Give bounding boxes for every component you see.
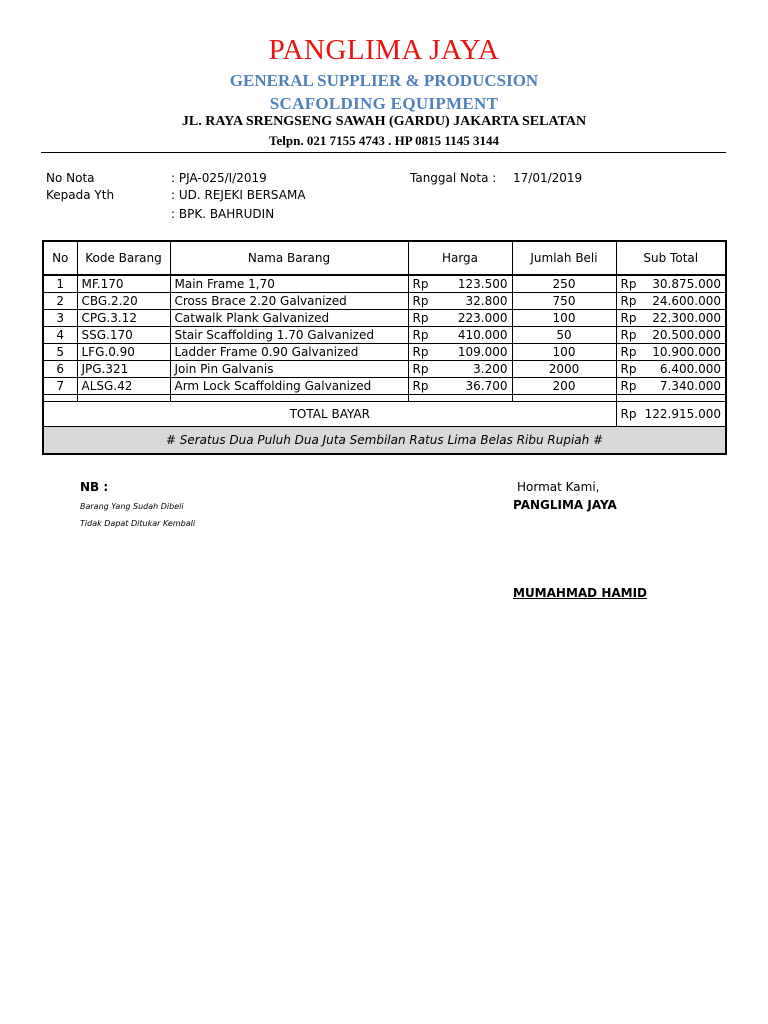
- cell-subtotal: [616, 378, 726, 395]
- signature-greeting: Hormat Kami,: [517, 480, 600, 494]
- no-nota-label: No Nota: [46, 171, 95, 185]
- column-header-no: No: [43, 241, 77, 275]
- cell-jumlah: 200: [512, 378, 616, 395]
- currency-label: Rp: [412, 345, 429, 359]
- cell-harga: [408, 344, 512, 361]
- no-nota-value: : PJA-025/I/2019: [171, 171, 267, 185]
- harga-value: 123.500: [457, 277, 508, 291]
- column-header-jumlah: Jumlah Beli: [512, 241, 616, 275]
- subtotal-value: 24.600.000: [652, 294, 721, 308]
- column-header-kode: Kode Barang: [77, 241, 170, 275]
- cell-harga: [408, 293, 512, 310]
- subtotal-value: 6.400.000: [659, 362, 721, 376]
- subtotal-value: 7.340.000: [659, 379, 721, 393]
- cell-no: 3: [43, 310, 77, 327]
- harga-value: 410.000: [457, 328, 508, 342]
- kepada-recipient-person: : BPK. BAHRUDIN: [171, 207, 275, 221]
- subtotal-value: 22.300.000: [652, 311, 721, 325]
- currency-label: Rp: [412, 277, 429, 291]
- cell-no: 6: [43, 361, 77, 378]
- signature-name: MUMAHMAD HAMID: [513, 586, 648, 600]
- cell-kode: ALSG.42: [77, 378, 170, 395]
- table-row: [43, 361, 726, 378]
- total-amount: 122.915.000: [644, 407, 721, 421]
- cell-harga: [408, 275, 512, 293]
- header-divider: [41, 152, 726, 153]
- cell-no: 5: [43, 344, 77, 361]
- total-row: [43, 402, 726, 427]
- column-header-subtotal: Sub Total: [616, 241, 726, 275]
- currency-label: Rp: [620, 277, 637, 291]
- cell-nama: Cross Brace 2.20 Galvanized: [170, 293, 408, 310]
- currency-label: Rp: [412, 362, 429, 376]
- cell-kode: MF.170: [77, 275, 170, 293]
- cell-no: 4: [43, 327, 77, 344]
- cell-kode: CBG.2.20: [77, 293, 170, 310]
- cell-nama: Stair Scaffolding 1.70 Galvanized: [170, 327, 408, 344]
- table-row: [43, 310, 726, 327]
- kepada-label: Kepada Yth: [46, 188, 115, 202]
- table-header-row: [43, 241, 726, 275]
- nb-label: NB :: [80, 480, 109, 494]
- nb-note-line-2: Tidak Dapat Ditukar Kembali: [80, 519, 196, 528]
- cell-no: 2: [43, 293, 77, 310]
- currency-label: Rp: [412, 328, 429, 342]
- cell-subtotal: [616, 310, 726, 327]
- currency-label: Rp: [620, 379, 637, 393]
- currency-label: Rp: [620, 345, 637, 359]
- cell-nama: Catwalk Plank Galvanized: [170, 310, 408, 327]
- harga-value: 223.000: [457, 311, 508, 325]
- harga-value: 3.200: [473, 362, 508, 376]
- currency-label: Rp: [620, 294, 637, 308]
- cell-subtotal: [616, 361, 726, 378]
- currency-label: Rp: [412, 311, 429, 325]
- cell-kode: LFG.0.90: [77, 344, 170, 361]
- cell-kode: SSG.170: [77, 327, 170, 344]
- table-row: [43, 327, 726, 344]
- cell-kode: JPG.321: [77, 361, 170, 378]
- table-spacer-row: [43, 395, 726, 402]
- cell-jumlah: 750: [512, 293, 616, 310]
- cell-nama: Ladder Frame 0.90 Galvanized: [170, 344, 408, 361]
- tanggal-nota-value: 17/01/2019: [513, 171, 583, 185]
- terbilang-text: # Seratus Dua Puluh Dua Juta Sembilan Ratus Lima Belas Ribu Rupiah #: [43, 427, 726, 455]
- cell-kode: CPG.3.12: [77, 310, 170, 327]
- harga-value: 32.800: [465, 294, 508, 308]
- table-row: [43, 293, 726, 310]
- currency-label: Rp: [412, 379, 429, 393]
- cell-nama: Main Frame 1,70: [170, 275, 408, 293]
- cell-subtotal: [616, 293, 726, 310]
- company-phone: Telpn. 021 7155 4743 . HP 0815 1145 3144: [269, 133, 499, 148]
- cell-harga: [408, 310, 512, 327]
- company-tagline-equipment: SCAFOLDING EQUIPMENT: [269, 94, 499, 113]
- table-row: [43, 378, 726, 395]
- harga-value: 36.700: [465, 379, 508, 393]
- currency-label: Rp: [620, 362, 637, 376]
- cell-subtotal: [616, 327, 726, 344]
- company-tagline-supplier: GENERAL SUPPLIER & PRODUCSION: [229, 71, 539, 90]
- subtotal-value: 10.900.000: [652, 345, 721, 359]
- signature-company: PANGLIMA JAYA: [513, 498, 617, 512]
- currency-label: Rp: [412, 294, 429, 308]
- cell-jumlah: 100: [512, 344, 616, 361]
- tanggal-nota-label: Tanggal Nota :: [410, 171, 497, 185]
- column-header-harga: Harga: [408, 241, 512, 275]
- column-header-nama: Nama Barang: [170, 241, 408, 275]
- cell-jumlah: 100: [512, 310, 616, 327]
- cell-no: 1: [43, 275, 77, 293]
- subtotal-value: 20.500.000: [652, 328, 721, 342]
- currency-label: Rp: [620, 407, 637, 421]
- currency-label: Rp: [620, 328, 637, 342]
- cell-nama: Join Pin Galvanis: [170, 361, 408, 378]
- cell-harga: [408, 378, 512, 395]
- company-address: JL. RAYA SRENGSENG SAWAH (GARDU) JAKARTA SELATAN: [181, 114, 587, 129]
- cell-harga: [408, 361, 512, 378]
- cell-harga: [408, 327, 512, 344]
- cell-jumlah: 2000: [512, 361, 616, 378]
- invoice-items-table: [42, 240, 727, 455]
- company-name: PANGLIMA JAYA: [268, 34, 500, 66]
- terbilang-row: [43, 427, 726, 455]
- nb-note-line-1: Barang Yang Sudah Dibeli: [80, 502, 184, 511]
- cell-subtotal: [616, 275, 726, 293]
- cell-jumlah: 50: [512, 327, 616, 344]
- cell-nama: Arm Lock Scaffolding Galvanized: [170, 378, 408, 395]
- kepada-recipient-company: : UD. REJEKI BERSAMA: [171, 188, 306, 202]
- currency-label: Rp: [620, 311, 637, 325]
- total-amount-cell: [616, 402, 726, 427]
- total-label: TOTAL BAYAR: [43, 402, 616, 427]
- subtotal-value: 30.875.000: [652, 277, 721, 291]
- cell-subtotal: [616, 344, 726, 361]
- harga-value: 109.000: [457, 345, 508, 359]
- table-row: [43, 275, 726, 293]
- table-row: [43, 344, 726, 361]
- cell-jumlah: 250: [512, 275, 616, 293]
- cell-no: 7: [43, 378, 77, 395]
